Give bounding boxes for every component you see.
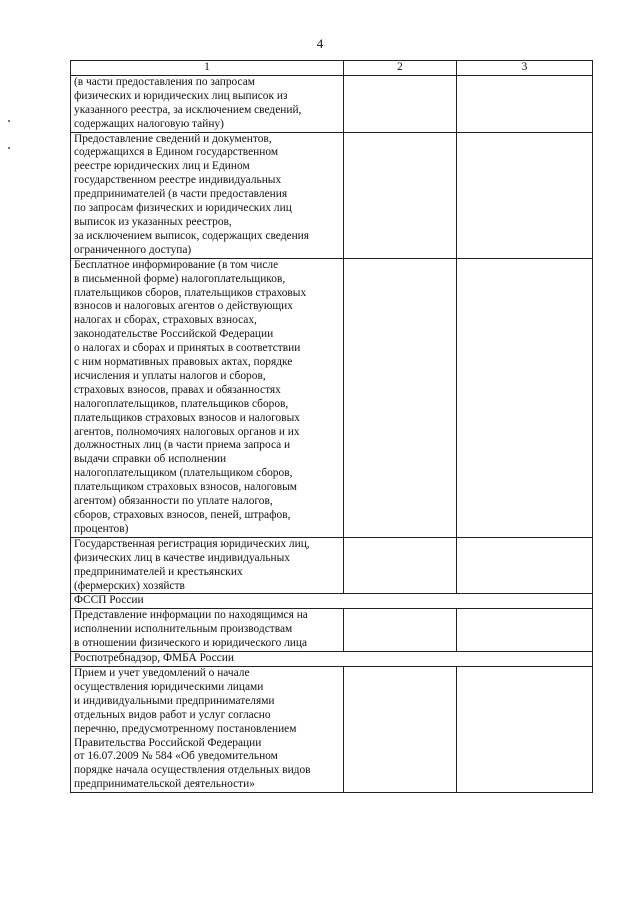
agency-heading: ФССП России [71,594,593,609]
table-row [71,132,593,258]
table-row [71,609,593,652]
table-row [71,258,593,537]
col3-cell [457,666,593,792]
section-row [71,652,593,667]
col3-cell [457,258,593,537]
col3-cell [457,132,593,258]
header-col-2: 2 [344,61,457,76]
scan-speck [8,147,10,149]
table-row [71,75,593,132]
col3-cell [457,75,593,132]
col2-cell [344,258,457,537]
table-row [71,537,593,594]
service-description: Государственная регистрация юридических лиц, физических лиц в качестве индивидуальных предпринимателей и крестьянских (фермерских) хозяйств [71,537,344,594]
table-row [71,666,593,792]
header-col-3: 3 [457,61,593,76]
col2-cell [344,132,457,258]
service-description: Предоставление сведений и документов, содержащихся в Едином государственном реестре юридических лиц и Едином государственном реестре индивидуальных предпринимателей (в части предоставления по запросам физических и юридических лиц выписок из указанных реестров, за исключением выписок, содержащих сведения ограниченного доступа) [71,132,344,258]
header-col-1: 1 [71,61,344,76]
service-description: Прием и учет уведомлений о начале осуществления юридическими лицами и индивидуальными предпринимателями отдельных видов работ и услуг согласно перечню, предусмотренному постановлением Правительства Российской Федерации от 16.07.2009 № 584 «Об уведомительном порядке начала осуществления отдельных видов предпринимательской деятельности» [71,666,344,792]
col2-cell [344,75,457,132]
col2-cell [344,609,457,652]
scan-speck [8,120,10,122]
col2-cell [344,537,457,594]
col3-cell [457,609,593,652]
header-row [71,61,593,76]
section-row [71,594,593,609]
service-description: Бесплатное информирование (в том числе в письменной форме) налогоплательщиков, плательщиков сборов, плательщиков страховых взносов и налоговых агентов о действующих налогах и сборах, страховых взносах, законодательстве Российской Федерации о налогах и сборах и принятых в соответствии с ним нормативных правовых актах, порядке исчисления и уплаты налогов и сборов, страховых взносов, правах и обязанностях налогоплательщиков, плательщиков сборов, плательщиков страховых взносов и налоговых агентов, полномочиях налоговых органов и их должностных лиц (в части приема запроса и выдачи справки об исполнении налогоплательщиком (плательщиком сборов, плательщиком страховых взносов, налоговым агентом) обязанности по уплате налогов, сборов, страховых взносов, пеней, штрафов, процентов) [71,258,344,537]
col3-cell [457,537,593,594]
service-description: Представление информации по находящимся на исполнении исполнительным производствам в отношении физического и юридического лица [71,609,344,652]
services-table [70,60,593,793]
agency-heading: Роспотребнадзор, ФМБА России [71,652,593,667]
col2-cell [344,666,457,792]
page-number: 4 [316,36,324,51]
service-description: (в части предоставления по запросам физических и юридических лиц выписок из указанного реестра, за исключением сведений, содержащих налоговую тайну) [71,75,344,132]
